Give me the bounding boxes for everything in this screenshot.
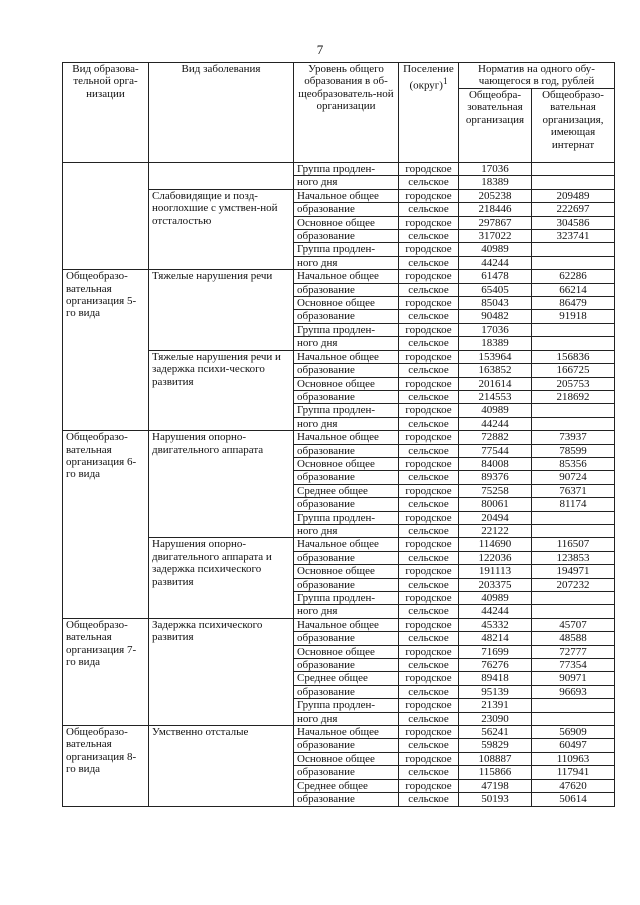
education-level-cell: Начальное общее (294, 618, 399, 631)
normative-general-cell: 22122 (459, 524, 532, 537)
education-level-cell: Начальное общее (294, 350, 399, 363)
settlement-cell: городское (399, 216, 459, 229)
settlement-cell: городское (399, 511, 459, 524)
education-level-cell: Основное общее (294, 216, 399, 229)
normative-general-cell: 108887 (459, 752, 532, 765)
normative-general-cell: 205238 (459, 189, 532, 202)
normative-boarding-cell: 47620 (532, 779, 615, 792)
normative-boarding-cell: 194971 (532, 565, 615, 578)
normative-boarding-cell: 48588 (532, 632, 615, 645)
disease-cell: Нарушения опорно-двигательного аппарата (149, 431, 294, 538)
normative-boarding-cell: 209489 (532, 189, 615, 202)
education-level-cell: образование (294, 230, 399, 243)
normative-general-cell: 17036 (459, 323, 532, 336)
normative-general-cell: 114690 (459, 538, 532, 551)
normative-boarding-cell: 86479 (532, 297, 615, 310)
normative-boarding-cell: 77354 (532, 659, 615, 672)
education-level-cell: образование (294, 390, 399, 403)
normative-general-cell: 17036 (459, 163, 532, 176)
settlement-cell: городское (399, 431, 459, 444)
normative-general-cell: 71699 (459, 645, 532, 658)
normative-general-cell: 40989 (459, 592, 532, 605)
settlement-cell: сельское (399, 471, 459, 484)
page-number: 7 (316, 42, 324, 57)
settlement-cell: сельское (399, 578, 459, 591)
normative-boarding-cell: 50614 (532, 793, 615, 806)
normative-boarding-cell: 81174 (532, 498, 615, 511)
education-level-cell: Группа продлен- (294, 323, 399, 336)
settlement-cell: городское (399, 270, 459, 283)
normative-boarding-cell (532, 323, 615, 336)
education-level-cell: Группа продлен- (294, 404, 399, 417)
normative-general-cell: 47198 (459, 779, 532, 792)
settlement-cell: городское (399, 752, 459, 765)
education-level-cell: Начальное общее (294, 189, 399, 202)
normative-general-cell: 77544 (459, 444, 532, 457)
education-level-cell: образование (294, 766, 399, 779)
normative-boarding-cell: 205753 (532, 377, 615, 390)
normative-boarding-cell: 166725 (532, 364, 615, 377)
education-level-cell: Основное общее (294, 377, 399, 390)
header-institution-type: Вид образова-тельной орга-низации (63, 63, 149, 163)
normative-general-cell: 59829 (459, 739, 532, 752)
settlement-cell: городское (399, 163, 459, 176)
normative-general-cell: 214553 (459, 390, 532, 403)
settlement-cell: городское (399, 726, 459, 739)
education-level-cell: Группа продлен- (294, 511, 399, 524)
institution-type-cell: Общеобразо-вательная организация 5-го вида (63, 270, 149, 431)
normative-general-cell: 115866 (459, 766, 532, 779)
normative-boarding-cell: 304586 (532, 216, 615, 229)
disease-cell: Слабовидящие и позд-нооглохшие с умствен-ной отсталостью (149, 189, 294, 269)
normative-general-cell: 23090 (459, 712, 532, 725)
education-level-cell: образование (294, 632, 399, 645)
education-level-cell: Основное общее (294, 645, 399, 658)
education-level-cell: Начальное общее (294, 538, 399, 551)
education-level-cell: ного дня (294, 524, 399, 537)
header-general-school: Общеобра-зовательная организация (459, 89, 532, 163)
normative-boarding-cell (532, 337, 615, 350)
settlement-cell: сельское (399, 256, 459, 269)
disease-cell: Тяжелые нарушения речи и задержка психи-ческого развития (149, 350, 294, 430)
normative-boarding-cell: 323741 (532, 230, 615, 243)
normative-general-cell: 89418 (459, 672, 532, 685)
normative-boarding-cell: 117941 (532, 766, 615, 779)
institution-type-cell: Общеобразо-вательная организация 6-го вида (63, 431, 149, 619)
education-level-cell: ного дня (294, 712, 399, 725)
settlement-cell: городское (399, 565, 459, 578)
education-level-cell: образование (294, 283, 399, 296)
normative-boarding-cell: 73937 (532, 431, 615, 444)
education-level-cell: Начальное общее (294, 270, 399, 283)
settlement-cell: городское (399, 297, 459, 310)
disease-cell (149, 163, 294, 190)
normative-general-cell: 163852 (459, 364, 532, 377)
normative-general-cell: 191113 (459, 565, 532, 578)
normative-boarding-cell: 91918 (532, 310, 615, 323)
education-level-cell: Среднее общее (294, 672, 399, 685)
settlement-cell: городское (399, 779, 459, 792)
normative-general-cell: 61478 (459, 270, 532, 283)
normative-boarding-cell: 62286 (532, 270, 615, 283)
normative-general-cell: 44244 (459, 417, 532, 430)
education-level-cell: Группа продлен- (294, 699, 399, 712)
education-level-cell: образование (294, 685, 399, 698)
normative-boarding-cell (532, 163, 615, 176)
settlement-cell: городское (399, 484, 459, 497)
disease-cell: Задержка психического развития (149, 618, 294, 725)
settlement-cell: городское (399, 538, 459, 551)
header-settlement-label: Поселение (округ) (403, 63, 454, 93)
education-level-cell: Начальное общее (294, 726, 399, 739)
normative-boarding-cell: 45707 (532, 618, 615, 631)
education-level-cell: Среднее общее (294, 484, 399, 497)
education-level-cell: ного дня (294, 176, 399, 189)
settlement-cell: городское (399, 457, 459, 470)
education-level-cell: Основное общее (294, 752, 399, 765)
settlement-cell: сельское (399, 230, 459, 243)
normative-general-cell: 21391 (459, 699, 532, 712)
settlement-cell: сельское (399, 444, 459, 457)
education-level-cell: образование (294, 739, 399, 752)
institution-type-cell: Общеобразо-вательная организация 7-го вида (63, 618, 149, 725)
education-level-cell: ного дня (294, 605, 399, 618)
normative-general-cell: 44244 (459, 256, 532, 269)
table-row (63, 431, 615, 444)
normative-boarding-cell: 56909 (532, 726, 615, 739)
settlement-cell: сельское (399, 498, 459, 511)
settlement-cell: городское (399, 672, 459, 685)
settlement-cell: сельское (399, 793, 459, 806)
header-settlement (399, 63, 459, 163)
settlement-cell: сельское (399, 605, 459, 618)
normative-general-cell: 44244 (459, 605, 532, 618)
normative-general-cell: 45332 (459, 618, 532, 631)
settlement-cell: сельское (399, 364, 459, 377)
education-level-cell: Основное общее (294, 457, 399, 470)
normative-general-cell: 48214 (459, 632, 532, 645)
normative-table (62, 62, 615, 807)
normative-general-cell: 122036 (459, 551, 532, 564)
settlement-cell: городское (399, 592, 459, 605)
normative-general-cell: 18389 (459, 337, 532, 350)
education-level-cell: Начальное общее (294, 431, 399, 444)
settlement-cell: сельское (399, 766, 459, 779)
normative-boarding-cell: 90971 (532, 672, 615, 685)
settlement-cell: сельское (399, 176, 459, 189)
normative-general-cell: 50193 (459, 793, 532, 806)
education-level-cell: ного дня (294, 417, 399, 430)
normative-general-cell: 40989 (459, 243, 532, 256)
education-level-cell: ного дня (294, 256, 399, 269)
normative-general-cell: 218446 (459, 203, 532, 216)
education-level-cell: Среднее общее (294, 779, 399, 792)
normative-boarding-cell (532, 243, 615, 256)
education-level-cell: Основное общее (294, 297, 399, 310)
education-level-cell: образование (294, 310, 399, 323)
normative-boarding-cell (532, 699, 615, 712)
education-level-cell: Группа продлен- (294, 163, 399, 176)
settlement-cell: сельское (399, 551, 459, 564)
normative-boarding-cell: 72777 (532, 645, 615, 658)
header-normative: Норматив на одного обу-чающегося в год, рублей (459, 63, 615, 89)
disease-cell: Умственно отсталые (149, 726, 294, 806)
normative-boarding-cell: 85356 (532, 457, 615, 470)
education-level-cell: образование (294, 471, 399, 484)
header-education-level: Уровень общего образования в об-щеобразователь-ной организации (294, 63, 399, 163)
settlement-cell: сельское (399, 685, 459, 698)
education-level-cell: образование (294, 364, 399, 377)
normative-boarding-cell: 110963 (532, 752, 615, 765)
normative-general-cell: 18389 (459, 176, 532, 189)
education-level-cell: Группа продлен- (294, 592, 399, 605)
normative-boarding-cell (532, 404, 615, 417)
table-row (63, 163, 615, 176)
settlement-cell: городское (399, 699, 459, 712)
settlement-cell: сельское (399, 390, 459, 403)
settlement-cell: городское (399, 404, 459, 417)
normative-boarding-cell: 66214 (532, 283, 615, 296)
normative-general-cell: 201614 (459, 377, 532, 390)
settlement-cell: городское (399, 618, 459, 631)
normative-boarding-cell (532, 712, 615, 725)
normative-boarding-cell: 90724 (532, 471, 615, 484)
table-header (63, 63, 615, 163)
normative-boarding-cell (532, 605, 615, 618)
settlement-cell: городское (399, 377, 459, 390)
normative-general-cell: 317022 (459, 230, 532, 243)
normative-general-cell: 85043 (459, 297, 532, 310)
header-disease-type: Вид заболевания (149, 63, 294, 163)
normative-general-cell: 76276 (459, 659, 532, 672)
normative-general-cell: 203375 (459, 578, 532, 591)
settlement-cell: сельское (399, 712, 459, 725)
settlement-cell: городское (399, 645, 459, 658)
education-level-cell: образование (294, 498, 399, 511)
normative-boarding-cell: 78599 (532, 444, 615, 457)
normative-boarding-cell: 123853 (532, 551, 615, 564)
normative-boarding-cell: 218692 (532, 390, 615, 403)
normative-boarding-cell: 207232 (532, 578, 615, 591)
normative-general-cell: 20494 (459, 511, 532, 524)
education-level-cell: Группа продлен- (294, 243, 399, 256)
header-boarding-school: Общеобразо-вательная организация, имеющая интернат (532, 89, 615, 163)
table-body (63, 163, 615, 807)
normative-boarding-cell: 156836 (532, 350, 615, 363)
normative-general-cell: 40989 (459, 404, 532, 417)
disease-cell: Нарушения опорно-двигательного аппарата и задержка психического развития (149, 538, 294, 618)
education-level-cell: ного дня (294, 337, 399, 350)
normative-general-cell: 297867 (459, 216, 532, 229)
education-level-cell: образование (294, 578, 399, 591)
settlement-cell: сельское (399, 739, 459, 752)
normative-boarding-cell (532, 592, 615, 605)
footnote-mark: 1 (442, 76, 448, 87)
settlement-cell: городское (399, 189, 459, 202)
settlement-cell: сельское (399, 659, 459, 672)
institution-type-cell (63, 163, 149, 270)
table-row (63, 726, 615, 739)
disease-cell: Тяжелые нарушения речи (149, 270, 294, 350)
education-level-cell: образование (294, 444, 399, 457)
normative-boarding-cell: 222697 (532, 203, 615, 216)
normative-boarding-cell (532, 256, 615, 269)
normative-boarding-cell: 116507 (532, 538, 615, 551)
settlement-cell: сельское (399, 417, 459, 430)
normative-boarding-cell (532, 511, 615, 524)
settlement-cell: городское (399, 323, 459, 336)
normative-general-cell: 95139 (459, 685, 532, 698)
settlement-cell: сельское (399, 337, 459, 350)
normative-general-cell: 90482 (459, 310, 532, 323)
normative-boarding-cell: 96693 (532, 685, 615, 698)
education-level-cell: образование (294, 551, 399, 564)
normative-boarding-cell: 60497 (532, 739, 615, 752)
education-level-cell: образование (294, 793, 399, 806)
settlement-cell: сельское (399, 524, 459, 537)
education-level-cell: образование (294, 659, 399, 672)
settlement-cell: сельское (399, 310, 459, 323)
settlement-cell: сельское (399, 632, 459, 645)
normative-general-cell: 153964 (459, 350, 532, 363)
settlement-cell: сельское (399, 203, 459, 216)
settlement-cell: городское (399, 350, 459, 363)
institution-type-cell: Общеобразо-вательная организация 8-го вида (63, 726, 149, 806)
settlement-cell: городское (399, 243, 459, 256)
normative-general-cell: 75258 (459, 484, 532, 497)
education-level-cell: Основное общее (294, 565, 399, 578)
education-level-cell: образование (294, 203, 399, 216)
normative-general-cell: 84008 (459, 457, 532, 470)
table-row (63, 270, 615, 283)
normative-general-cell: 56241 (459, 726, 532, 739)
normative-boarding-cell: 76371 (532, 484, 615, 497)
normative-boarding-cell (532, 417, 615, 430)
table-row (63, 618, 615, 631)
normative-general-cell: 72882 (459, 431, 532, 444)
normative-general-cell: 89376 (459, 471, 532, 484)
normative-boarding-cell (532, 176, 615, 189)
settlement-cell: сельское (399, 283, 459, 296)
normative-general-cell: 80061 (459, 498, 532, 511)
normative-general-cell: 65405 (459, 283, 532, 296)
normative-boarding-cell (532, 524, 615, 537)
